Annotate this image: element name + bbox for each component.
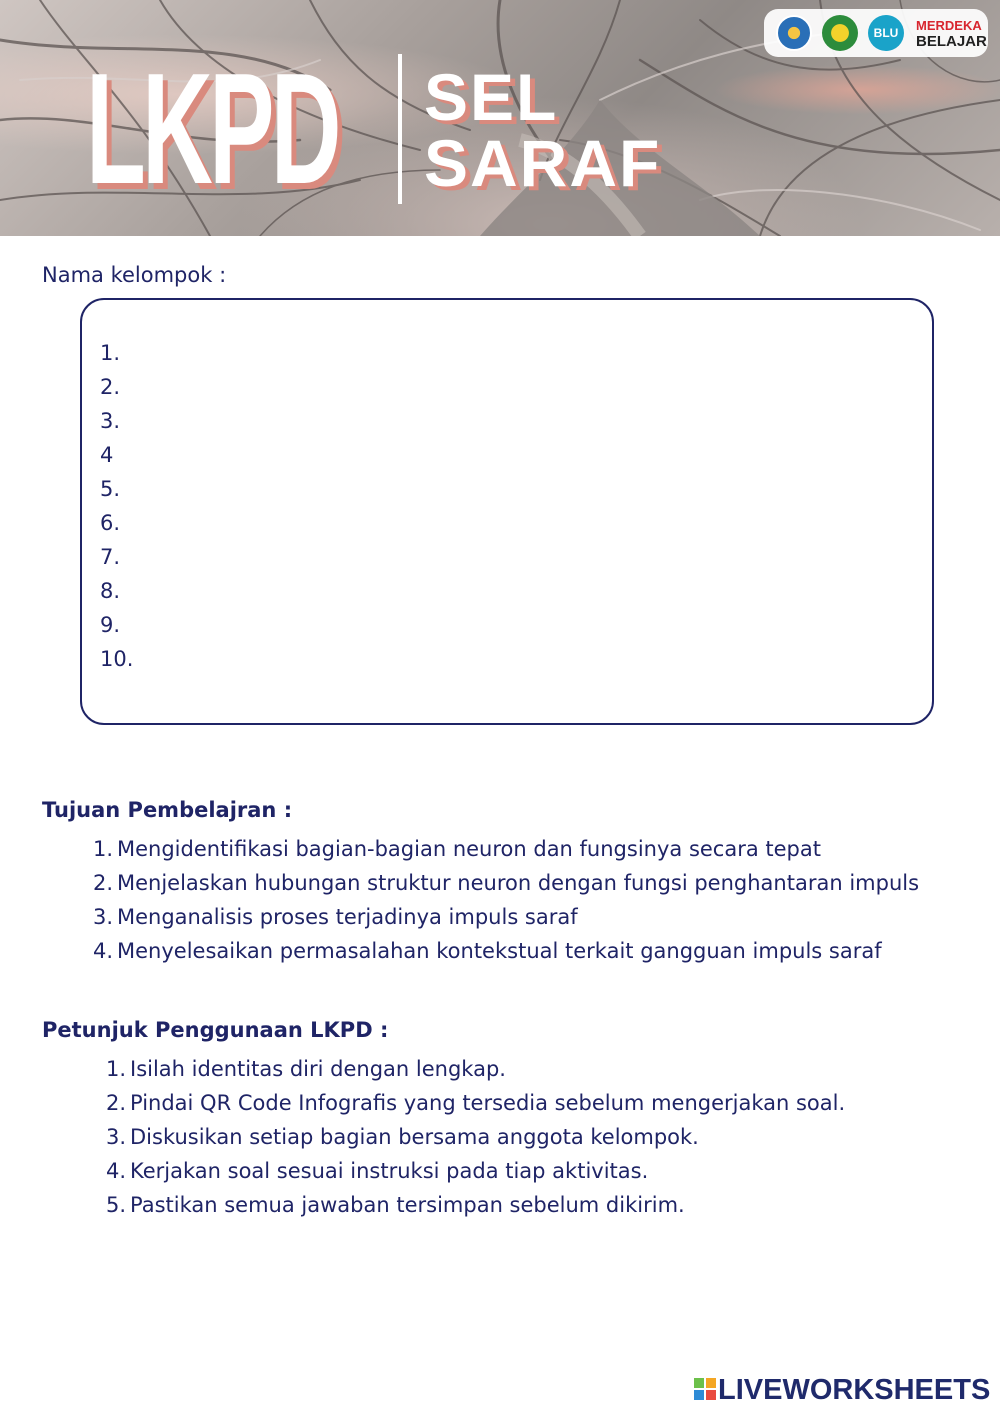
group-members-list bbox=[100, 336, 133, 676]
goals-item-number: 3. bbox=[92, 905, 113, 929]
goals-item bbox=[92, 832, 919, 866]
goals-item-text: Menganalisis proses terjadinya impuls saraf bbox=[117, 905, 578, 929]
guide-item-number: 5. bbox=[105, 1193, 126, 1217]
goals-item-number: 2. bbox=[92, 871, 113, 895]
university-logo-icon bbox=[822, 15, 858, 51]
group-member-slot[interactable]: 3. bbox=[100, 409, 121, 433]
topic-title-line2: SARAF bbox=[424, 126, 662, 200]
group-member-slot[interactable]: 10. bbox=[100, 647, 134, 671]
guide-item-text: Kerjakan soal sesuai instruksi pada tiap aktivitas. bbox=[130, 1159, 649, 1183]
goals-item-number: 4. bbox=[92, 939, 113, 963]
blu-logo-icon: BLU bbox=[868, 15, 904, 51]
group-member-slot[interactable]: 9. bbox=[100, 613, 121, 637]
guide-item bbox=[105, 1120, 845, 1154]
goals-item bbox=[92, 900, 919, 934]
learning-goals-title: Tujuan Pembelajran : bbox=[42, 798, 293, 822]
liveworksheets-logo-icon bbox=[694, 1378, 716, 1400]
guide-item bbox=[105, 1086, 846, 1120]
guide-item-text: Pindai QR Code Infografis yang tersedia sebelum mengerjakan soal. bbox=[130, 1091, 846, 1115]
goals-item bbox=[92, 934, 919, 968]
goals-item bbox=[92, 866, 920, 900]
worksheet-code-title: LKPD bbox=[86, 41, 338, 217]
group-member-slot[interactable]: 8. bbox=[100, 579, 121, 603]
guide-item-number: 4. bbox=[105, 1159, 126, 1183]
group-member-slot[interactable]: 1. bbox=[100, 341, 121, 365]
group-member-slot[interactable]: 5. bbox=[100, 477, 121, 501]
guide-item bbox=[105, 1188, 845, 1222]
title-divider bbox=[398, 54, 402, 204]
guide-item-text: Pastikan semua jawaban tersimpan sebelum dikirim. bbox=[130, 1193, 685, 1217]
merdeka-logo-line1: MERDEKA bbox=[916, 18, 982, 33]
guide-item-text: Diskusikan setiap bagian bersama anggota kelompok. bbox=[130, 1125, 699, 1149]
guide-item-number: 2. bbox=[105, 1091, 126, 1115]
goals-item-number: 1. bbox=[92, 837, 113, 861]
guide-item-number: 3. bbox=[105, 1125, 126, 1149]
kemendikbud-logo-icon bbox=[776, 15, 812, 51]
topic-title bbox=[424, 60, 662, 200]
guide-item bbox=[105, 1052, 845, 1086]
liveworksheets-brand: LIVEWORKSHEETS bbox=[718, 1374, 991, 1406]
goals-item-text: Menyelesaikan permasalahan kontekstual terkait gangguan impuls saraf bbox=[117, 939, 882, 963]
group-member-slot[interactable]: 4 bbox=[100, 443, 114, 467]
group-name-label: Nama kelompok : bbox=[42, 263, 227, 287]
goals-item-text: Mengidentifikasi bagian-bagian neuron dan fungsinya secara tepat bbox=[117, 837, 821, 861]
goals-item-text: Menjelaskan hubungan struktur neuron dengan fungsi penghantaran impuls bbox=[117, 871, 920, 895]
institution-logos bbox=[764, 9, 988, 57]
learning-goals-list bbox=[92, 832, 920, 968]
topic-title-line1: SEL bbox=[424, 60, 559, 134]
group-members-box bbox=[80, 298, 934, 725]
header-banner bbox=[0, 0, 1000, 236]
usage-guide-title: Petunjuk Penggunaan LKPD : bbox=[42, 1018, 389, 1042]
guide-item-number: 1. bbox=[105, 1057, 126, 1081]
usage-guide-list bbox=[105, 1052, 846, 1222]
group-member-slot[interactable]: 7. bbox=[100, 545, 121, 569]
guide-item-text: Isilah identitas diri dengan lengkap. bbox=[130, 1057, 506, 1081]
guide-item bbox=[105, 1154, 845, 1188]
group-member-slot[interactable]: 2. bbox=[100, 375, 121, 399]
merdeka-logo-line2: BELAJAR bbox=[916, 33, 987, 50]
group-member-slot[interactable]: 6. bbox=[100, 511, 121, 535]
